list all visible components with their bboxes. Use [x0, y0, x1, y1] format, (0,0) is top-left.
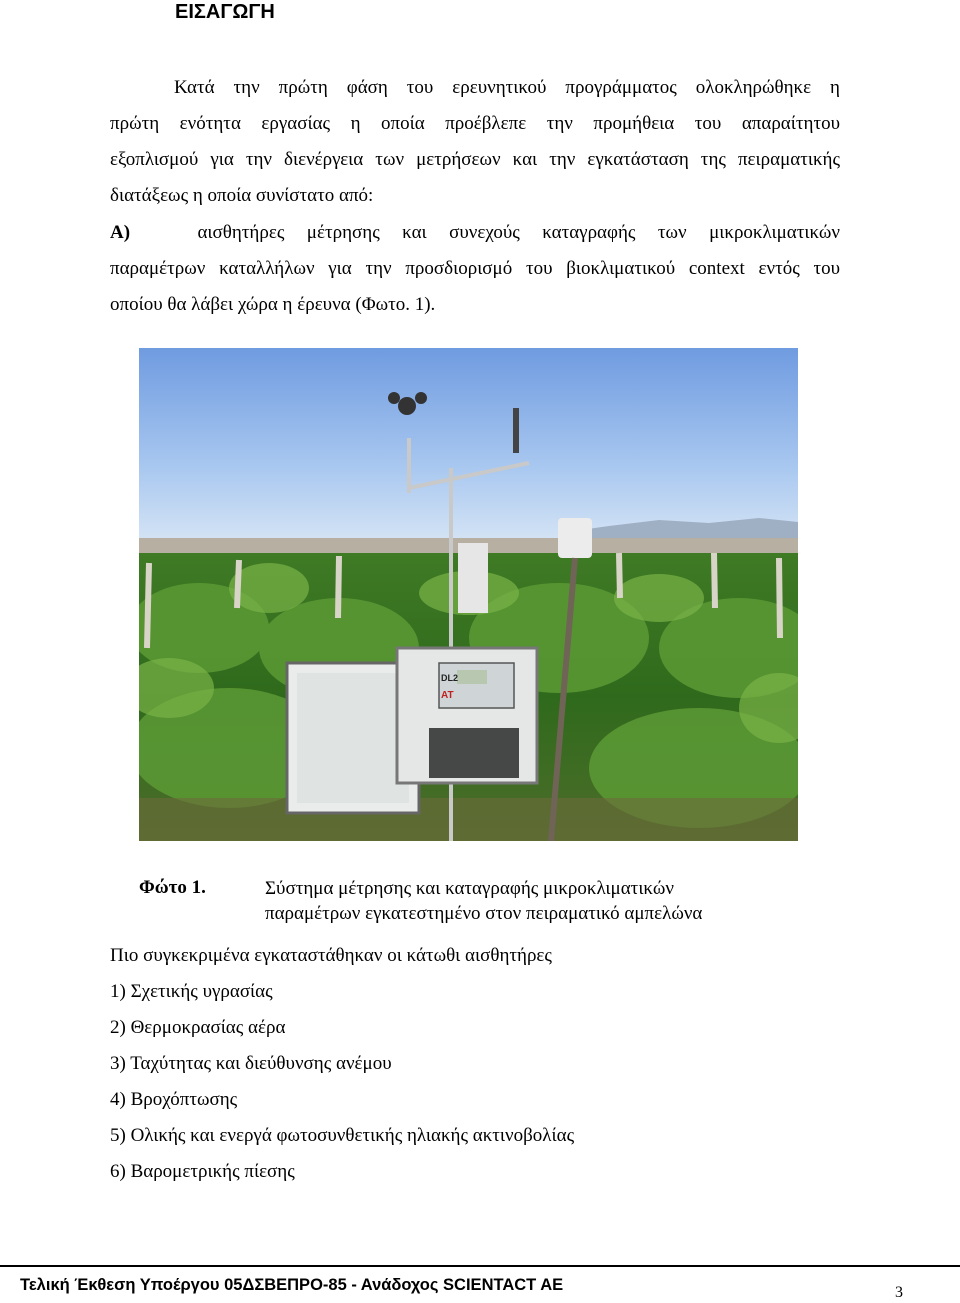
page-number: 3	[895, 1284, 903, 1301]
photo-caption	[265, 876, 702, 926]
list-item: 2) Θερμοκρασίας αέρα	[110, 1017, 286, 1038]
footer-text: Τελική Έκθεση Υποέργου 05ΔΣΒΕΠΡΟ-85 - Ανάδοχος SCIENTACT AE	[20, 1276, 564, 1294]
photo-caption-label: Φώτο 1.	[139, 877, 206, 898]
intro-line: Κατά την πρώτη φάση του ερευνητικού προγράμματος ολοκληρώθηκε η	[174, 77, 840, 98]
list-item: 1) Σχετικής υγρασίας	[110, 981, 273, 1002]
list-item: 5) Ολικής και ενεργά φωτοσυνθετικής ηλιακής ακτινοβολίας	[110, 1125, 575, 1146]
sensor-list	[110, 974, 574, 1190]
intro-line: διατάξεως η οποία συνίστατο από:	[110, 185, 374, 206]
item-a-first-line	[110, 215, 840, 251]
list-item: 6) Βαρομετρικής πίεσης	[110, 1161, 295, 1182]
footer-divider	[0, 1265, 960, 1267]
item-a-paragraph	[110, 215, 840, 323]
panel-logo: AT	[441, 690, 454, 701]
caption-line: Σύστημα μέτρησης και καταγραφής μικροκλιματικών	[265, 878, 674, 899]
panel-model: DL2	[441, 673, 459, 683]
item-a-label: Α)	[110, 222, 131, 243]
caption-line: παραμέτρων εγκατεστημένο στον πειραματικό αμπελώνα	[265, 903, 703, 924]
list-item: 4) Βροχόπτωσης	[110, 1089, 238, 1110]
section-heading: ΕΙΣΑΓΩΓΗ	[175, 1, 275, 23]
intro-paragraph	[110, 70, 840, 214]
intro-line: εξοπλισμού για την διενέργεια των μετρήσεων και την εγκατάσταση της πειραματικής	[110, 149, 840, 170]
item-a-text: αισθητήρες μέτρησης και συνεχούς καταγραφής των μικροκλιματικών	[197, 222, 840, 243]
item-a-line: οποίου θα λάβει χώρα η έρευνα (Φωτο. 1).	[110, 294, 436, 315]
weather-station-photo	[139, 348, 798, 841]
item-a-line: παραμέτρων καταλλήλων για την προσδιορισμό του βιοκλιματικού context εντός του	[110, 258, 840, 279]
sensor-list-intro: Πιο συγκεκριμένα εγκαταστάθηκαν οι κάτωθι αισθητήρες	[110, 945, 552, 966]
list-item: 3) Ταχύτητας και διεύθυνσης ανέμου	[110, 1053, 392, 1074]
intro-line: πρώτη ενότητα εργασίας η οποία προέβλεπε την προμήθεια του απαραίτητου	[110, 113, 840, 134]
